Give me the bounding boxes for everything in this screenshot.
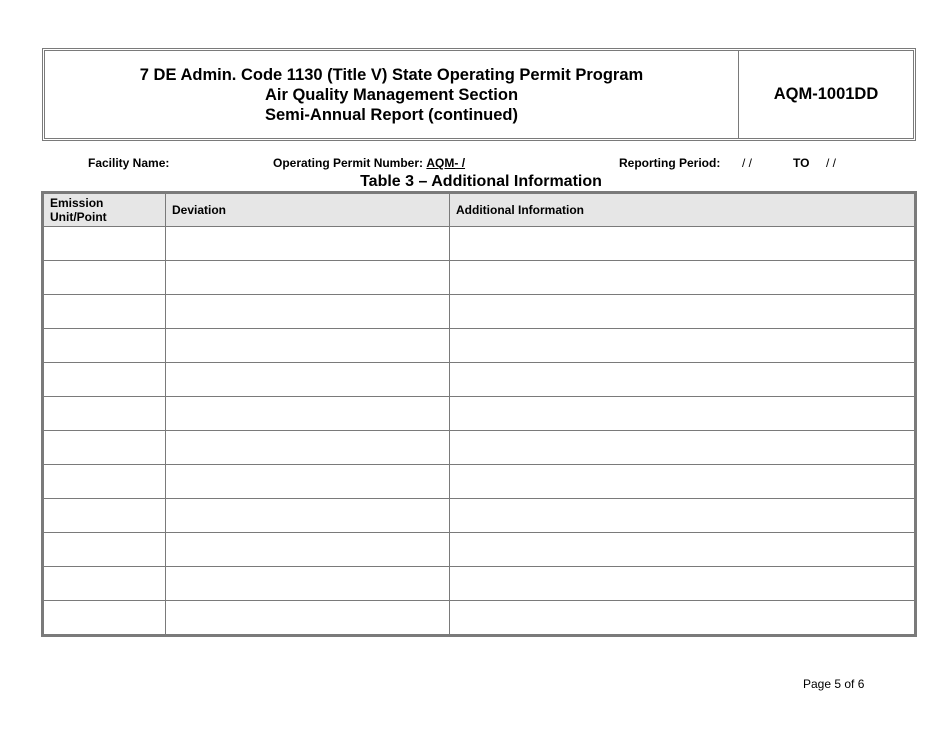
table-body	[44, 227, 915, 635]
additional-info-cell[interactable]	[450, 227, 915, 261]
title-line-2: Air Quality Management Section	[264, 85, 519, 104]
reporting-period-to-label: TO	[793, 156, 810, 170]
form-header	[42, 48, 916, 141]
deviation-cell[interactable]	[166, 295, 450, 329]
additional-info-cell[interactable]	[450, 397, 915, 431]
table-header-row	[44, 194, 915, 227]
deviation-cell[interactable]	[166, 533, 450, 567]
deviation-cell[interactable]	[166, 465, 450, 499]
table-row	[44, 363, 915, 397]
deviation-cell[interactable]	[166, 397, 450, 431]
emission-unit-cell[interactable]	[44, 601, 166, 635]
additional-info-cell[interactable]	[450, 363, 915, 397]
table-row	[44, 465, 915, 499]
form-code: AQM-1001DD	[773, 85, 879, 103]
page-number: Page 5 of 6	[803, 677, 865, 691]
emission-unit-cell[interactable]	[44, 295, 166, 329]
form-title	[45, 51, 739, 138]
facility-name-label: Facility Name:	[88, 156, 170, 170]
additional-info-cell[interactable]	[450, 465, 915, 499]
table-row	[44, 329, 915, 363]
emission-unit-cell[interactable]	[44, 397, 166, 431]
emission-unit-cell[interactable]	[44, 329, 166, 363]
emission-unit-cell[interactable]	[44, 465, 166, 499]
reporting-period-to[interactable]: / /	[826, 156, 837, 170]
additional-info-cell[interactable]	[450, 601, 915, 635]
additional-info-cell[interactable]	[450, 295, 915, 329]
column-header-emission-unit	[44, 194, 166, 227]
deviation-cell[interactable]	[166, 499, 450, 533]
emission-unit-cell[interactable]	[44, 431, 166, 465]
deviation-cell[interactable]	[166, 329, 450, 363]
additional-info-cell[interactable]	[450, 499, 915, 533]
emission-unit-cell[interactable]	[44, 567, 166, 601]
table-row	[44, 431, 915, 465]
permit-number-label: Operating Permit Number:	[273, 156, 424, 170]
additional-info-cell[interactable]	[450, 329, 915, 363]
table-row	[44, 397, 915, 431]
table-row	[44, 499, 915, 533]
reporting-period-from[interactable]: / /	[742, 156, 753, 170]
deviation-cell[interactable]	[166, 227, 450, 261]
emission-unit-cell[interactable]	[44, 533, 166, 567]
emission-unit-cell[interactable]	[44, 499, 166, 533]
reporting-period-label: Reporting Period:	[619, 156, 721, 170]
table-row	[44, 533, 915, 567]
table-title: Table 3 – Additional Information	[360, 173, 602, 190]
emission-unit-header-line-1: Emission	[50, 196, 104, 210]
deviation-cell[interactable]	[166, 567, 450, 601]
additional-info-cell[interactable]	[450, 567, 915, 601]
title-line-3: Semi-Annual Report (continued)	[265, 105, 518, 124]
additional-info-cell[interactable]	[450, 261, 915, 295]
additional-info-cell[interactable]	[450, 431, 915, 465]
permit-number-value[interactable]: AQM- /	[426, 156, 466, 170]
table-row	[44, 227, 915, 261]
deviation-cell[interactable]	[166, 431, 450, 465]
deviation-cell[interactable]	[166, 261, 450, 295]
table-row	[44, 295, 915, 329]
table-row	[44, 601, 915, 635]
table-row	[44, 567, 915, 601]
column-header-deviation: Deviation	[166, 194, 450, 227]
emission-unit-header-line-2: Unit/Point	[50, 210, 107, 224]
permit-number-field[interactable]	[273, 156, 528, 170]
deviation-cell[interactable]	[166, 601, 450, 635]
table-row	[44, 261, 915, 295]
additional-info-table	[41, 191, 917, 637]
deviation-cell[interactable]	[166, 363, 450, 397]
emission-unit-cell[interactable]	[44, 261, 166, 295]
emission-unit-cell[interactable]	[44, 363, 166, 397]
title-line-1: 7 DE Admin. Code 1130 (Title V) State Operating Permit Program	[139, 65, 644, 84]
emission-unit-cell[interactable]	[44, 227, 166, 261]
column-header-additional-info: Additional Information	[450, 194, 915, 227]
additional-info-cell[interactable]	[450, 533, 915, 567]
